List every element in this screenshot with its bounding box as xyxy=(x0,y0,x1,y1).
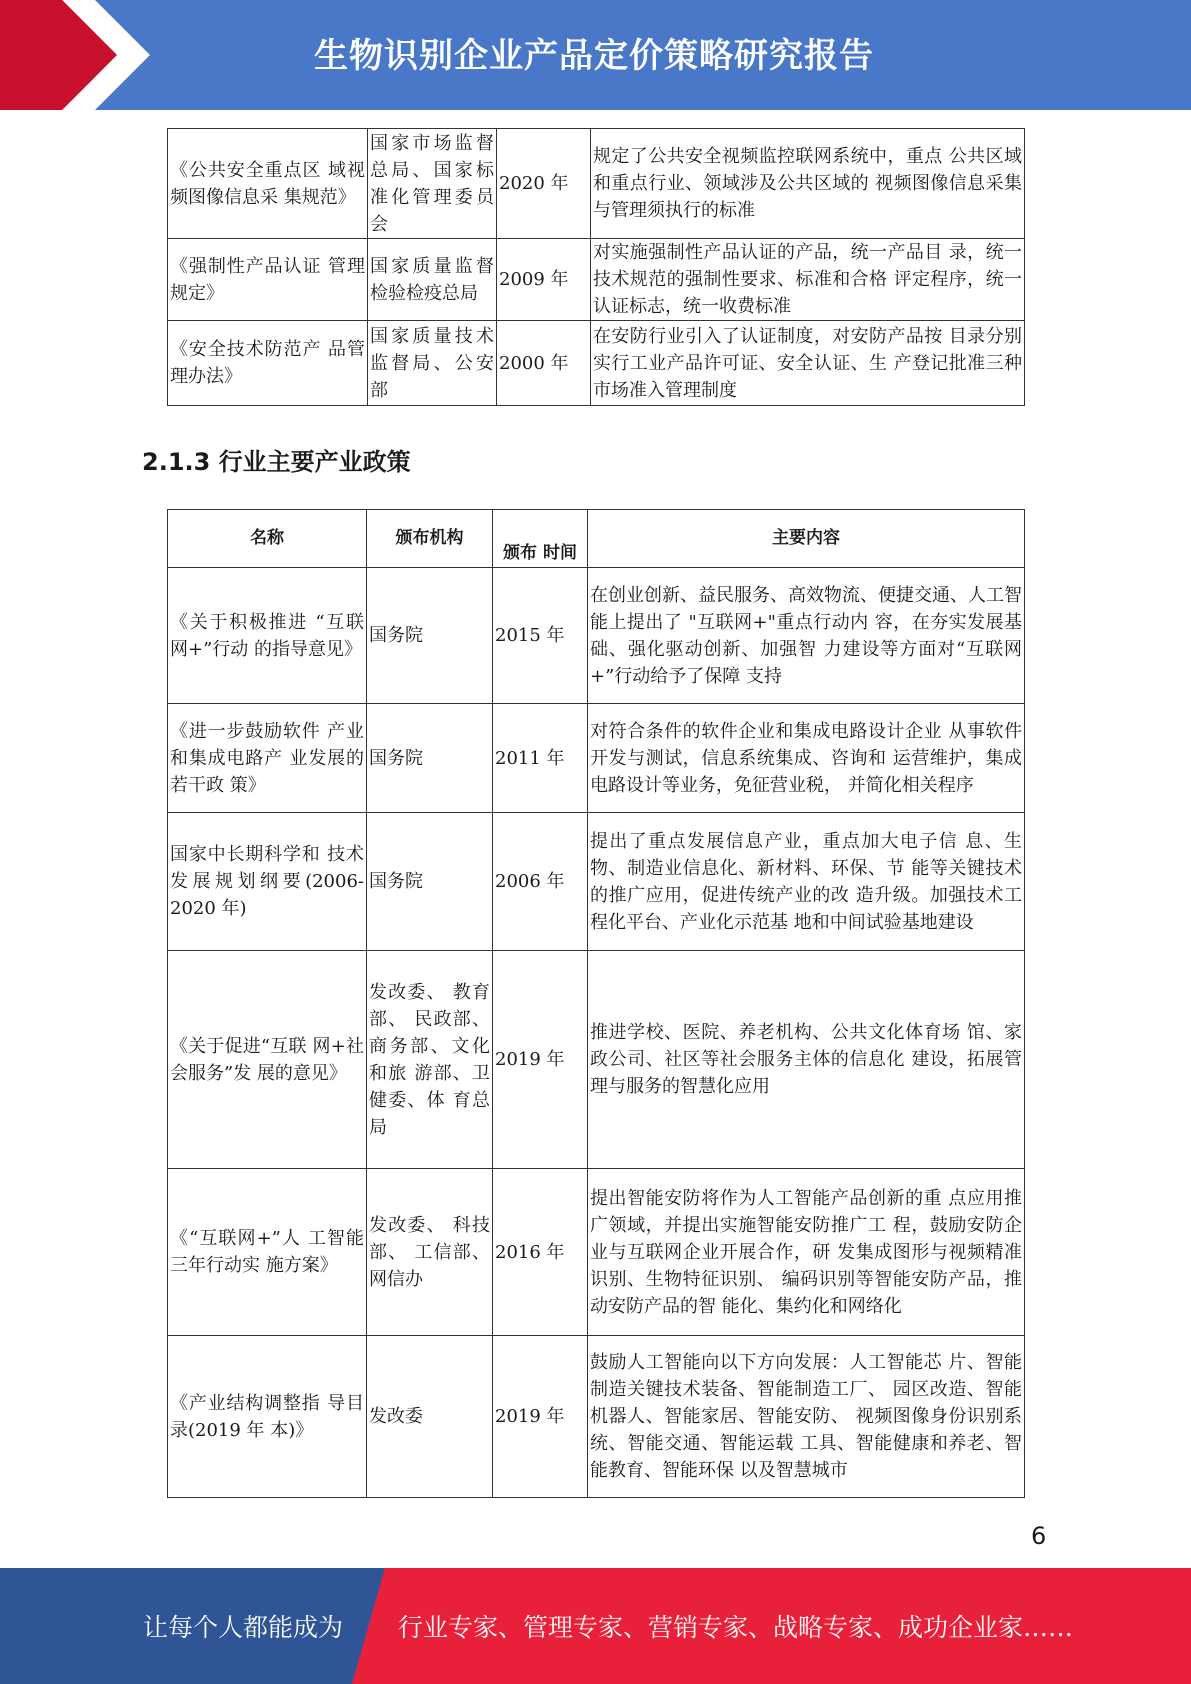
content-cell: 在安防行业引入了认证制度，对安防产品按 目录分别实行工业产品许可证、安全认证、生 产登记批准三种市场准入管理制度 xyxy=(591,321,1025,406)
page-number: 6 xyxy=(1031,1522,1047,1550)
column-header-name: 名称 xyxy=(168,510,367,568)
year-cell: 2000 年 xyxy=(497,321,591,406)
policy-name-cell: 《“互联网+”人 工智能三年行动实 施方案》 xyxy=(168,1169,367,1336)
page-footer xyxy=(0,1568,1191,1684)
year-cell: 2006 年 xyxy=(493,813,588,951)
year-cell: 2020 年 xyxy=(497,129,591,239)
issuer-cell: 国务院 xyxy=(367,704,493,813)
column-header-issuer: 颁布机构 xyxy=(367,510,493,568)
year-cell: 2016 年 xyxy=(493,1169,588,1336)
header-chevron-icon xyxy=(0,0,160,110)
table-row xyxy=(168,951,1025,1169)
table-row xyxy=(168,321,1025,406)
table-row xyxy=(168,1336,1025,1498)
issuer-cell: 国务院 xyxy=(367,813,493,951)
table-row xyxy=(168,1169,1025,1336)
page-header xyxy=(0,0,1191,110)
policy-name-cell: 《关于积极推进 “互联网+”行动 的指导意见》 xyxy=(168,568,367,704)
content-cell: 提出了重点发展信息产业，重点加大电子信 息、生物、制造业信息化、新材料、环保、节 能等关键技术的推广应用，促进传统产业的改 造升级。加强技术工程化平台、产业化示范基 地和中间试验基地建设 xyxy=(588,813,1025,951)
section-heading: 2.1.3 行业主要产业政策 xyxy=(142,448,411,476)
year-cell: 2019 年 xyxy=(493,951,588,1169)
policy-name-cell: 《强制性产品认证 管理规定》 xyxy=(168,239,368,321)
issuer-cell: 国家市场监督总局、国家标准化管理委员会 xyxy=(368,129,497,239)
column-header-time: 颁布 时间 xyxy=(493,510,588,568)
issuer-cell: 发改委 xyxy=(367,1336,493,1498)
table-row xyxy=(168,239,1025,321)
issuer-cell: 国家质量技术监督局、公安部 xyxy=(368,321,497,406)
content-cell: 对实施强制性产品认证的产品，统一产品目 录，统一技术规范的强制性要求、标准和合格 评定程序，统一认证标志，统一收费标准 xyxy=(591,239,1025,321)
table-row xyxy=(168,568,1025,704)
footer-slogan-left: 让每个人都能成为 xyxy=(143,1613,344,1642)
content-cell: 推进学校、医院、养老机构、公共文化体育场 馆、家政公司、社区等社会服务主体的信息化 建设，拓展管理与服务的智慧化应用 xyxy=(588,951,1025,1169)
policy-name-cell: 国家中长期科学和 技术发展规划纲要(2006-2020 年) xyxy=(168,813,367,951)
table-header-row xyxy=(168,510,1025,568)
table-row xyxy=(168,704,1025,813)
policy-name-cell: 《公共安全重点区 域视频图像信息采 集规范》 xyxy=(168,129,368,239)
policy-table xyxy=(167,509,1025,1498)
policy-name-cell: 《关于促进“互联 网+社会服务”发 展的意见》 xyxy=(168,951,367,1169)
content-cell: 在创业创新、益民服务、高效物流、便捷交通、人工智能上提出了 "互联网+"重点行动内 容，在夯实发展基础、强化驱动创新、加强智 力建设等方面对“互联网+”行动给予了保障 支持 xyxy=(588,568,1025,704)
table-row xyxy=(168,813,1025,951)
report-title: 生物识别企业产品定价策略研究报告 xyxy=(314,36,874,76)
policy-name-cell: 《产业结构调整指 导目录(2019 年 本)》 xyxy=(168,1336,367,1498)
policy-name-cell: 《安全技术防范产 品管理办法》 xyxy=(168,321,368,406)
footer-slogan-right: 行业专家、管理专家、营销专家、战略专家、成功企业家…… xyxy=(398,1613,1074,1642)
content-cell: 鼓励人工智能向以下方向发展：人工智能芯 片、智能制造关键技术装备、智能制造工厂、 园区改造、智能机器人、智能家居、智能安防、 视频图像身份识别系统、智能交通、智能运载 工具、智能健康和养老、智能教育、智能环保 以及智慧城市 xyxy=(588,1336,1025,1498)
year-cell: 2011 年 xyxy=(493,704,588,813)
year-cell: 2019 年 xyxy=(493,1336,588,1498)
issuer-cell: 发改委、 教育部、 民政部、 商务部、文化和旅 游部、卫 健委、体 育总局 xyxy=(367,951,493,1169)
content-cell: 对符合条件的软件企业和集成电路设计企业 从事软件开发与测试，信息系统集成、咨询和 运营维护，集成电路设计等业务，免征营业税， 并简化相关程序 xyxy=(588,704,1025,813)
column-header-content: 主要内容 xyxy=(588,510,1025,568)
content-cell: 提出智能安防将作为人工智能产品创新的重 点应用推广领域，并提出实施智能安防推广工 程，鼓励安防企业与互联网企业开展合作，研 发集成图形与视频精准识别、生物特征识别、 编码识别等智能安防产品，推动安防产品的智 能化、集约化和网络化 xyxy=(588,1169,1025,1336)
year-cell: 2015 年 xyxy=(493,568,588,704)
table-row xyxy=(168,129,1025,239)
policy-name-cell: 《进一步鼓励软件 产业和集成电路产 业发展的若干政 策》 xyxy=(168,704,367,813)
standards-table xyxy=(167,128,1025,406)
year-cell: 2009 年 xyxy=(497,239,591,321)
issuer-cell: 国务院 xyxy=(367,568,493,704)
content-cell: 规定了公共安全视频监控联网系统中，重点 公共区域和重点行业、领域涉及公共区域的 视频图像信息采集与管理须执行的标准 xyxy=(591,129,1025,239)
issuer-cell: 国家质量监督检验检疫总局 xyxy=(368,239,497,321)
issuer-cell: 发改委、 科技部、 工信部、 网信办 xyxy=(367,1169,493,1336)
